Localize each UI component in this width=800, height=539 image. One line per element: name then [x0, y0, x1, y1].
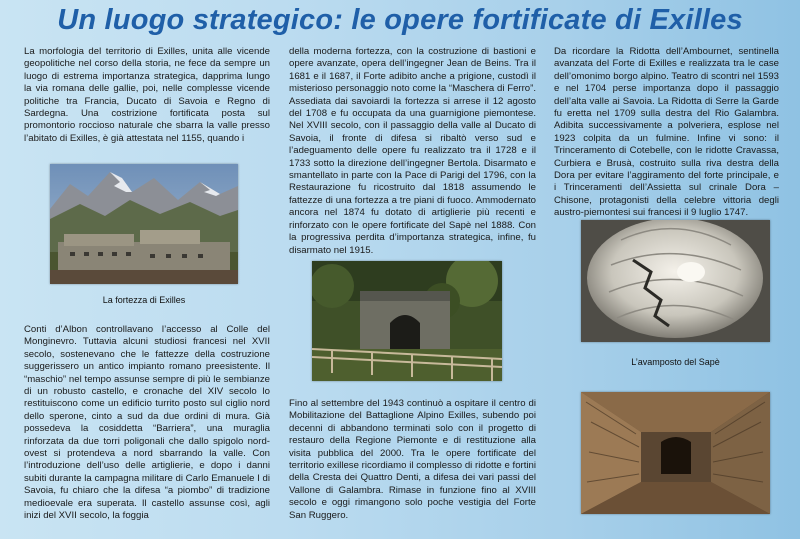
- col1-intro-paragraph: La morfologia del territorio di Exilles, unita alle vicende geopolitiche nel corso della storia, ne fece da sempre un luogo di estrema importanza strategica, dapprima lungo la via romana delle gallie, poi, nelle complesse vicende politiche tra Francia, Ducato di Savoia e Regno di Sardegna. Una costrizione fortificata posta sul promontorio roccioso naturale che sbarra la valle presso l’abitato di Exilles, è già attestata nel 1155, quando i: [24, 46, 270, 144]
- col1-history-paragraph: Conti d’Albon controllavano l’accesso al Colle del Monginevro. Tuttavia alcuni studiosi francesi nel XVII secolo, sostenevano che le fattezze della costruzione suggerissero un antico impianto romano preesistente. Il “maschio” nel tempo assunse sempre di più le sembianze di un robusto castello, e cronache del XIV secolo lo restituiscono come un edificio turrito posto sul ciglio nord dello sperone, cinto a sud da due ordini di mura. Già possedeva la cosiddetta “Barriera”, una muraglia rinforzata da due torri poligonali che dallo spigolo nord-ovest si protendeva a nord sbarrando la valle. Con l’introduzione dell’uso delle artiglierie, e dopo i danni subiti durante la campagna militare di Carlo Emanuele I di Savoia, fu chiaro che la difesa “a piombo” di tradizione medioevale era superata. Il castello assunse così, agli inizi del XVII secolo, la foggia: [24, 324, 270, 522]
- col2-fortress-paragraph: della moderna fortezza, con la costruzione di bastioni e opere avanzate, opera dell’ingegner Jean de Beins. Tra il 1681 e il 1687, il Forte adibito anche a prigione, custodì il misterioso personaggio noto come la “Maschera di Ferro”. Assediata dai savoiardi la fortezza si arrese il 12 agosto del 1708 e fu occupata da una guarnigione piemontese. Nel XVIII secolo, con il passaggio della valle al Ducato di Savoia, il fronte di difesa si ribaltò verso sud e l’adeguamento delle opere fu realizzato tra il 1728 e il 1733 sotto la direzione dell’ingegner Bertola. Disarmato e smantellato in parte con la Pace di Parigi del 1796, con la Restaurazione fu ricostruito dal 1818 assumendo le fattezze di una fortezza a tre piani di fuoco. Ammodernato ancora nel 1874 fu dotato di artiglierie più recenti e rinforzato con le opere fortificate del Sapè nel 1888. Con la progressiva perdita d’importanza strategica, infine, fu disarmato nel 1915.: [289, 46, 536, 256]
- fortress-exilles-caption: La fortezza di Exilles: [102, 295, 186, 305]
- col3-redoubts-paragraph: Da ricordare la Ridotta dell’Ambournet, sentinella avanzata del Forte di Exilles e realizzata tra le case dell’omonimo borgo alpino. Teatro di scontri nel 1593 e nel 1704 perse importanza dopo il passaggio dell’alta valle ai Savoia. La Ridotta di Serre la Garde fu eretta nel 1709 sulla destra del Rio Galambra. Adibita successivamente a polveriera, esplose nel 1923 colpita da un fulmine. Infine vi sono: il Trinceramento di Cotebelle, con le ridotte Cravassa, Curbiera e Brusà, costruito sulla riva destra della Dora per evitare l’aggiramento del forte principale, e i Trinceramenti dell’Assietta sul crinale Dora – Chisone, protagonisti della celebre vittoria degli austro-piemontesi sui francesi il 9 luglio 1747.: [554, 46, 779, 219]
- fortress-entrance-photo: [312, 261, 502, 381]
- col2-restoration-paragraph: Fino al settembre del 1943 continuò a ospitare il centro di Mobilitazione del Battaglione Alpino Exilles, subendo poi decenni di abbandono terminati solo con il progetto di restauro della Regione Piemonte e di restituzione alla visita pubblica del 2000. Tra le opere fortificate del territorio exillese ricordiamo il complesso di ridotte e fortini della Cresta dei Quattro Denti, a difesa dei vari passi del Vallone di Galambra. Rimase in funzione fino al XVIII secolo e oggi rimangono solo poche vestigia del Forte San Ruggero.: [289, 398, 536, 521]
- tunnel-corridor-photo: [581, 392, 770, 514]
- sape-outpost-caption: L’avamposto del Sapè: [631, 357, 720, 367]
- fortress-exilles-photo: [50, 164, 238, 284]
- page-title: Un luogo strategico: le opere fortificate di Exilles: [57, 4, 743, 36]
- spiral-staircase-photo: [581, 220, 770, 342]
